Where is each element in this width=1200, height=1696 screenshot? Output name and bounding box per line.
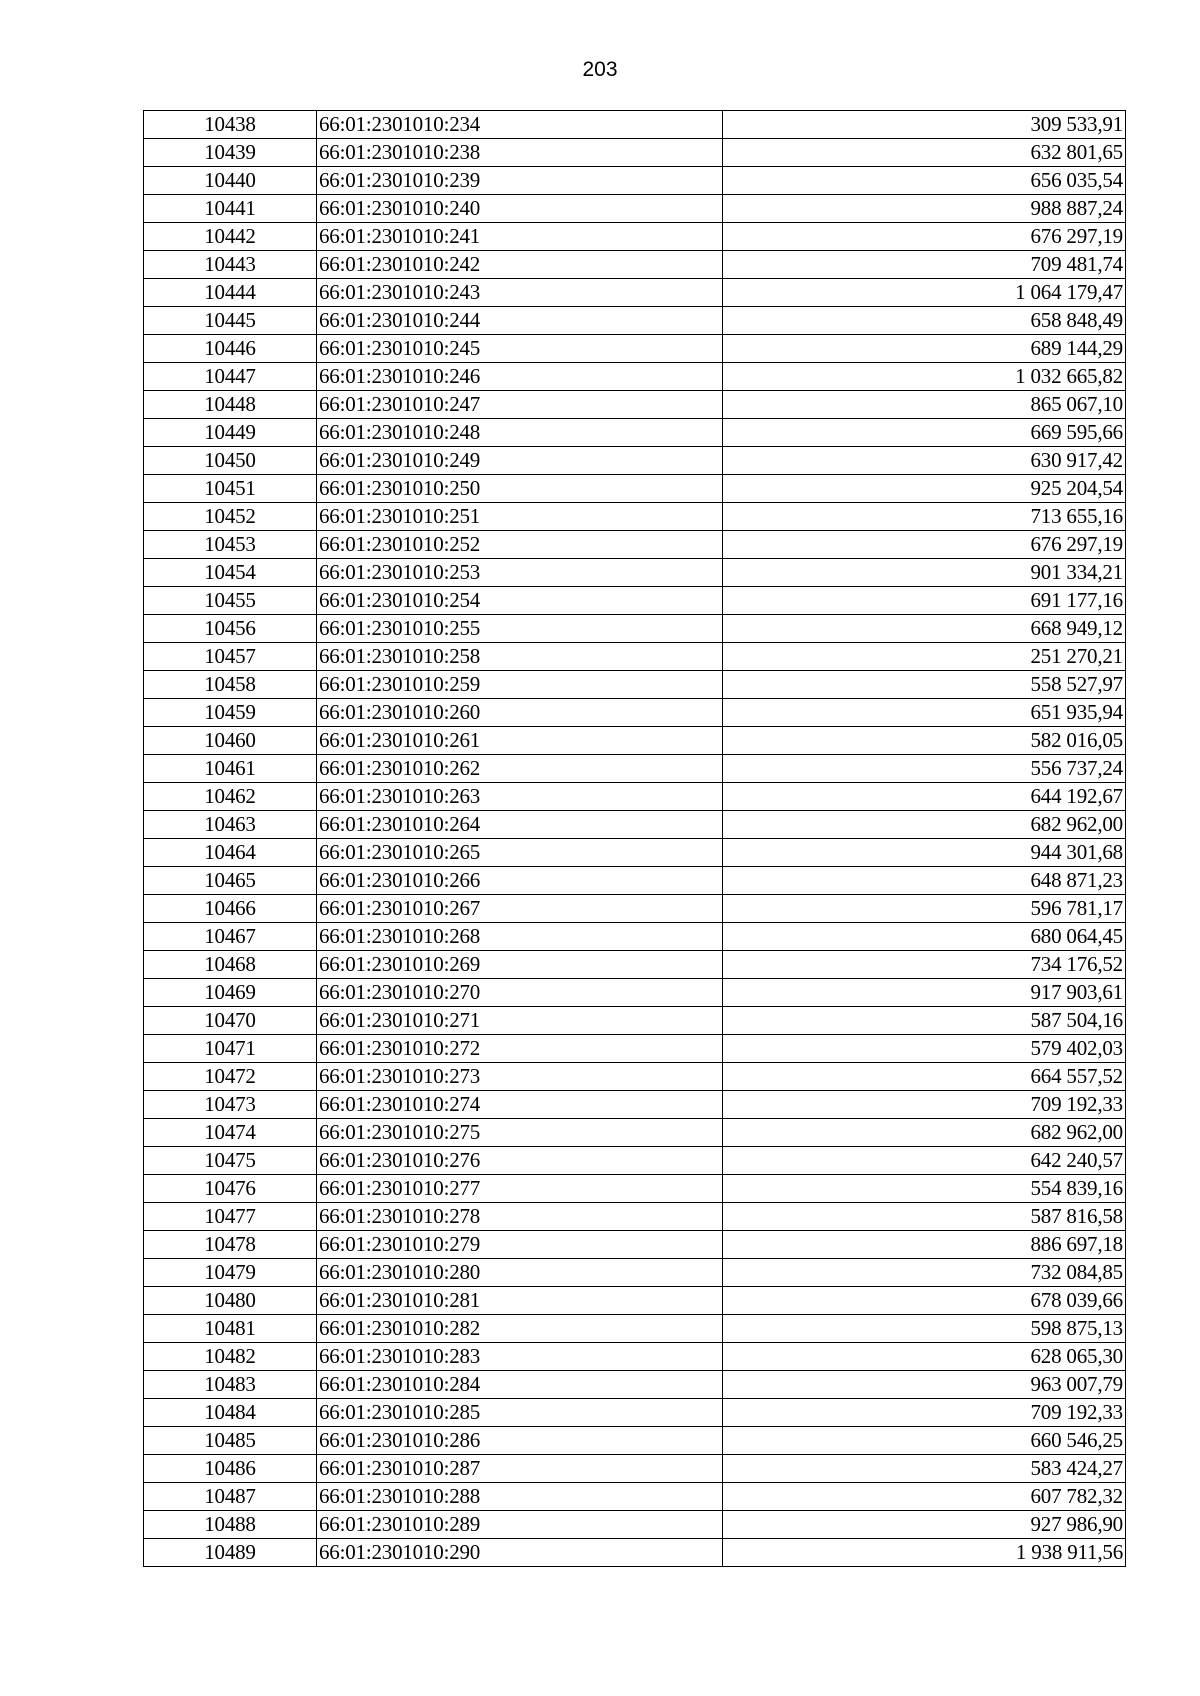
cadastral-number-cell: 66:01:2301010:244 <box>317 307 723 335</box>
cadastral-value-cell: 658 848,49 <box>723 307 1126 335</box>
cadastral-value-cell: 678 039,66 <box>723 1287 1126 1315</box>
cadastral-number-cell: 66:01:2301010:248 <box>317 419 723 447</box>
cadastral-value-cell: 676 297,19 <box>723 531 1126 559</box>
table-row <box>144 1483 1126 1511</box>
cadastral-value-cell: 309 533,91 <box>723 111 1126 139</box>
cadastral-value-cell: 925 204,54 <box>723 475 1126 503</box>
table-row <box>144 1147 1126 1175</box>
cadastral-number-cell: 66:01:2301010:288 <box>317 1483 723 1511</box>
cadastral-number-cell: 66:01:2301010:246 <box>317 363 723 391</box>
row-number-cell: 10485 <box>144 1427 317 1455</box>
table-row <box>144 1203 1126 1231</box>
table-row <box>144 447 1126 475</box>
table-row <box>144 867 1126 895</box>
table-row <box>144 1035 1126 1063</box>
row-number-cell: 10469 <box>144 979 317 1007</box>
row-number-cell: 10458 <box>144 671 317 699</box>
cadastral-value-cell: 587 816,58 <box>723 1203 1126 1231</box>
table-row <box>144 1091 1126 1119</box>
row-number-cell: 10446 <box>144 335 317 363</box>
cadastral-value-cell: 865 067,10 <box>723 391 1126 419</box>
cadastral-number-cell: 66:01:2301010:247 <box>317 391 723 419</box>
table-row <box>144 1231 1126 1259</box>
cadastral-number-cell: 66:01:2301010:280 <box>317 1259 723 1287</box>
row-number-cell: 10473 <box>144 1091 317 1119</box>
cadastral-value-cell: 944 301,68 <box>723 839 1126 867</box>
cadastral-value-cell: 628 065,30 <box>723 1343 1126 1371</box>
cadastral-number-cell: 66:01:2301010:234 <box>317 111 723 139</box>
table-row <box>144 1343 1126 1371</box>
row-number-cell: 10465 <box>144 867 317 895</box>
table-row <box>144 279 1126 307</box>
row-number-cell: 10457 <box>144 643 317 671</box>
table-row <box>144 895 1126 923</box>
cadastral-value-cell: 642 240,57 <box>723 1147 1126 1175</box>
row-number-cell: 10442 <box>144 223 317 251</box>
cadastral-number-cell: 66:01:2301010:241 <box>317 223 723 251</box>
cadastral-number-cell: 66:01:2301010:238 <box>317 139 723 167</box>
table-row <box>144 979 1126 1007</box>
cadastral-number-cell: 66:01:2301010:289 <box>317 1511 723 1539</box>
cadastral-number-cell: 66:01:2301010:271 <box>317 1007 723 1035</box>
row-number-cell: 10443 <box>144 251 317 279</box>
table-row <box>144 1539 1126 1567</box>
cadastral-number-cell: 66:01:2301010:239 <box>317 167 723 195</box>
row-number-cell: 10486 <box>144 1455 317 1483</box>
cadastral-number-cell: 66:01:2301010:254 <box>317 587 723 615</box>
row-number-cell: 10453 <box>144 531 317 559</box>
row-number-cell: 10488 <box>144 1511 317 1539</box>
row-number-cell: 10459 <box>144 699 317 727</box>
cadastral-value-cell: 644 192,67 <box>723 783 1126 811</box>
cadastral-number-cell: 66:01:2301010:279 <box>317 1231 723 1259</box>
row-number-cell: 10460 <box>144 727 317 755</box>
row-number-cell: 10445 <box>144 307 317 335</box>
cadastral-number-cell: 66:01:2301010:264 <box>317 811 723 839</box>
cadastral-value-cell: 691 177,16 <box>723 587 1126 615</box>
row-number-cell: 10471 <box>144 1035 317 1063</box>
table-row <box>144 167 1126 195</box>
row-number-cell: 10455 <box>144 587 317 615</box>
cadastral-value-cell: 558 527,97 <box>723 671 1126 699</box>
row-number-cell: 10468 <box>144 951 317 979</box>
table-row <box>144 223 1126 251</box>
table-row <box>144 615 1126 643</box>
cadastral-value-cell: 1 938 911,56 <box>723 1539 1126 1567</box>
table-row <box>144 391 1126 419</box>
table-row <box>144 251 1126 279</box>
cadastral-value-table <box>143 110 1126 1567</box>
row-number-cell: 10484 <box>144 1399 317 1427</box>
row-number-cell: 10478 <box>144 1231 317 1259</box>
cadastral-number-cell: 66:01:2301010:251 <box>317 503 723 531</box>
row-number-cell: 10454 <box>144 559 317 587</box>
table-row <box>144 643 1126 671</box>
cadastral-number-cell: 66:01:2301010:278 <box>317 1203 723 1231</box>
row-number-cell: 10487 <box>144 1483 317 1511</box>
cadastral-number-cell: 66:01:2301010:267 <box>317 895 723 923</box>
table-row <box>144 1455 1126 1483</box>
row-number-cell: 10450 <box>144 447 317 475</box>
cadastral-value-cell: 556 737,24 <box>723 755 1126 783</box>
table-row <box>144 699 1126 727</box>
cadastral-number-cell: 66:01:2301010:265 <box>317 839 723 867</box>
row-number-cell: 10481 <box>144 1315 317 1343</box>
row-number-cell: 10472 <box>144 1063 317 1091</box>
table-row <box>144 951 1126 979</box>
table-row <box>144 1315 1126 1343</box>
table-row <box>144 307 1126 335</box>
cadastral-number-cell: 66:01:2301010:240 <box>317 195 723 223</box>
cadastral-value-cell: 676 297,19 <box>723 223 1126 251</box>
table-row <box>144 727 1126 755</box>
cadastral-number-cell: 66:01:2301010:263 <box>317 783 723 811</box>
table-row <box>144 587 1126 615</box>
cadastral-number-cell: 66:01:2301010:273 <box>317 1063 723 1091</box>
table-row <box>144 559 1126 587</box>
cadastral-number-cell: 66:01:2301010:269 <box>317 951 723 979</box>
row-number-cell: 10461 <box>144 755 317 783</box>
cadastral-number-cell: 66:01:2301010:253 <box>317 559 723 587</box>
cadastral-value-cell: 651 935,94 <box>723 699 1126 727</box>
cadastral-value-cell: 988 887,24 <box>723 195 1126 223</box>
row-number-cell: 10467 <box>144 923 317 951</box>
cadastral-number-cell: 66:01:2301010:260 <box>317 699 723 727</box>
cadastral-number-cell: 66:01:2301010:286 <box>317 1427 723 1455</box>
cadastral-value-cell: 917 903,61 <box>723 979 1126 1007</box>
cadastral-value-cell: 596 781,17 <box>723 895 1126 923</box>
row-number-cell: 10464 <box>144 839 317 867</box>
table-row <box>144 363 1126 391</box>
table-row <box>144 1511 1126 1539</box>
row-number-cell: 10479 <box>144 1259 317 1287</box>
table-row <box>144 1259 1126 1287</box>
cadastral-number-cell: 66:01:2301010:245 <box>317 335 723 363</box>
table-row <box>144 1427 1126 1455</box>
table-row <box>144 195 1126 223</box>
cadastral-value-cell: 734 176,52 <box>723 951 1126 979</box>
row-number-cell: 10449 <box>144 419 317 447</box>
cadastral-number-cell: 66:01:2301010:266 <box>317 867 723 895</box>
table-row <box>144 1371 1126 1399</box>
table-row <box>144 1399 1126 1427</box>
table-row <box>144 1007 1126 1035</box>
cadastral-number-cell: 66:01:2301010:284 <box>317 1371 723 1399</box>
row-number-cell: 10483 <box>144 1371 317 1399</box>
cadastral-number-cell: 66:01:2301010:287 <box>317 1455 723 1483</box>
row-number-cell: 10462 <box>144 783 317 811</box>
cadastral-number-cell: 66:01:2301010:249 <box>317 447 723 475</box>
cadastral-value-cell: 664 557,52 <box>723 1063 1126 1091</box>
cadastral-value-cell: 682 962,00 <box>723 1119 1126 1147</box>
cadastral-number-cell: 66:01:2301010:276 <box>317 1147 723 1175</box>
table-row <box>144 671 1126 699</box>
table-row <box>144 531 1126 559</box>
row-number-cell: 10482 <box>144 1343 317 1371</box>
table-row <box>144 335 1126 363</box>
table-row <box>144 839 1126 867</box>
cadastral-value-cell: 648 871,23 <box>723 867 1126 895</box>
row-number-cell: 10441 <box>144 195 317 223</box>
row-number-cell: 10440 <box>144 167 317 195</box>
cadastral-value-cell: 251 270,21 <box>723 643 1126 671</box>
cadastral-value-cell: 656 035,54 <box>723 167 1126 195</box>
row-number-cell: 10439 <box>144 139 317 167</box>
table-row <box>144 419 1126 447</box>
row-number-cell: 10470 <box>144 1007 317 1035</box>
cadastral-number-cell: 66:01:2301010:283 <box>317 1343 723 1371</box>
cadastral-value-cell: 1 064 179,47 <box>723 279 1126 307</box>
row-number-cell: 10448 <box>144 391 317 419</box>
row-number-cell: 10451 <box>144 475 317 503</box>
cadastral-number-cell: 66:01:2301010:285 <box>317 1399 723 1427</box>
cadastral-value-cell: 682 962,00 <box>723 811 1126 839</box>
cadastral-value-cell: 669 595,66 <box>723 419 1126 447</box>
cadastral-value-cell: 680 064,45 <box>723 923 1126 951</box>
cadastral-number-cell: 66:01:2301010:243 <box>317 279 723 307</box>
cadastral-value-cell: 668 949,12 <box>723 615 1126 643</box>
cadastral-value-cell: 709 192,33 <box>723 1399 1126 1427</box>
cadastral-value-cell: 689 144,29 <box>723 335 1126 363</box>
cadastral-value-cell: 632 801,65 <box>723 139 1126 167</box>
table-row <box>144 503 1126 531</box>
row-number-cell: 10444 <box>144 279 317 307</box>
table-row <box>144 1063 1126 1091</box>
cadastral-number-cell: 66:01:2301010:270 <box>317 979 723 1007</box>
cadastral-value-cell: 713 655,16 <box>723 503 1126 531</box>
cadastral-value-cell: 963 007,79 <box>723 1371 1126 1399</box>
table-row <box>144 1175 1126 1203</box>
table-row <box>144 923 1126 951</box>
table-row <box>144 783 1126 811</box>
cadastral-number-cell: 66:01:2301010:282 <box>317 1315 723 1343</box>
row-number-cell: 10466 <box>144 895 317 923</box>
table-row <box>144 111 1126 139</box>
cadastral-value-cell: 587 504,16 <box>723 1007 1126 1035</box>
cadastral-value-cell: 732 084,85 <box>723 1259 1126 1287</box>
table-row <box>144 755 1126 783</box>
cadastral-value-cell: 583 424,27 <box>723 1455 1126 1483</box>
row-number-cell: 10489 <box>144 1539 317 1567</box>
row-number-cell: 10438 <box>144 111 317 139</box>
cadastral-value-cell: 607 782,32 <box>723 1483 1126 1511</box>
cadastral-value-cell: 709 481,74 <box>723 251 1126 279</box>
cadastral-number-cell: 66:01:2301010:277 <box>317 1175 723 1203</box>
cadastral-number-cell: 66:01:2301010:262 <box>317 755 723 783</box>
page-number: 203 <box>582 58 618 81</box>
cadastral-number-cell: 66:01:2301010:261 <box>317 727 723 755</box>
row-number-cell: 10456 <box>144 615 317 643</box>
cadastral-value-cell: 660 546,25 <box>723 1427 1126 1455</box>
table-row <box>144 811 1126 839</box>
cadastral-value-cell: 927 986,90 <box>723 1511 1126 1539</box>
cadastral-value-cell: 901 334,21 <box>723 559 1126 587</box>
row-number-cell: 10474 <box>144 1119 317 1147</box>
cadastral-number-cell: 66:01:2301010:275 <box>317 1119 723 1147</box>
row-number-cell: 10463 <box>144 811 317 839</box>
table-row <box>144 139 1126 167</box>
row-number-cell: 10477 <box>144 1203 317 1231</box>
cadastral-number-cell: 66:01:2301010:259 <box>317 671 723 699</box>
row-number-cell: 10476 <box>144 1175 317 1203</box>
row-number-cell: 10480 <box>144 1287 317 1315</box>
row-number-cell: 10447 <box>144 363 317 391</box>
cadastral-number-cell: 66:01:2301010:274 <box>317 1091 723 1119</box>
row-number-cell: 10475 <box>144 1147 317 1175</box>
cadastral-value-cell: 709 192,33 <box>723 1091 1126 1119</box>
cadastral-number-cell: 66:01:2301010:281 <box>317 1287 723 1315</box>
row-number-cell: 10452 <box>144 503 317 531</box>
table-body <box>144 111 1126 1567</box>
cadastral-number-cell: 66:01:2301010:242 <box>317 251 723 279</box>
cadastral-value-cell: 582 016,05 <box>723 727 1126 755</box>
table-row <box>144 1119 1126 1147</box>
cadastral-value-cell: 579 402,03 <box>723 1035 1126 1063</box>
cadastral-number-cell: 66:01:2301010:272 <box>317 1035 723 1063</box>
cadastral-number-cell: 66:01:2301010:290 <box>317 1539 723 1567</box>
table-row <box>144 475 1126 503</box>
cadastral-value-cell: 886 697,18 <box>723 1231 1126 1259</box>
cadastral-number-cell: 66:01:2301010:258 <box>317 643 723 671</box>
cadastral-value-cell: 630 917,42 <box>723 447 1126 475</box>
cadastral-number-cell: 66:01:2301010:252 <box>317 531 723 559</box>
cadastral-number-cell: 66:01:2301010:255 <box>317 615 723 643</box>
cadastral-number-cell: 66:01:2301010:250 <box>317 475 723 503</box>
table-row <box>144 1287 1126 1315</box>
cadastral-number-cell: 66:01:2301010:268 <box>317 923 723 951</box>
cadastral-value-cell: 554 839,16 <box>723 1175 1126 1203</box>
cadastral-value-cell: 598 875,13 <box>723 1315 1126 1343</box>
cadastral-value-cell: 1 032 665,82 <box>723 363 1126 391</box>
